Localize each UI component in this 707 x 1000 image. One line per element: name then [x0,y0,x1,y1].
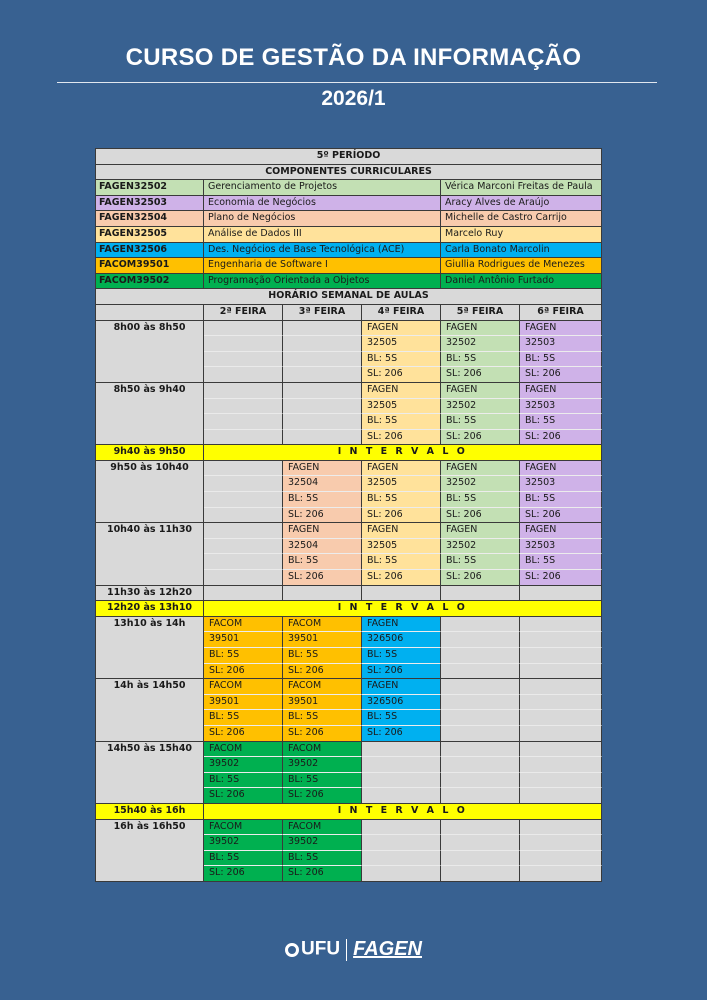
component-subject: Análise de Dados III [204,226,441,242]
empty-cell [520,632,602,648]
component-subject: Economia de Negócios [204,195,441,211]
component-subject: Plano de Negócios [204,211,441,227]
empty-cell [204,351,283,367]
class-cell-line: 39501 [283,694,362,710]
class-cell-line: FAGEN [362,320,441,336]
slot-time: 14h50 às 15h40 [96,741,204,803]
class-cell-line: SL: 206 [283,663,362,679]
day-header: 6ª FEIRA [520,304,602,320]
class-cell-line: 32502 [441,476,520,492]
time-column-header [96,304,204,320]
class-cell-line: SL: 206 [520,507,602,523]
class-cell-line: 32504 [283,538,362,554]
class-cell-line: BL: 5S [204,772,283,788]
interval-time: 12h20 às 13h10 [96,601,204,617]
day-header: 4ª FEIRA [362,304,441,320]
class-cell-line: SL: 206 [283,507,362,523]
slot-time: 14h às 14h50 [96,679,204,741]
component-subject: Programação Orientada a Objetos [204,273,441,289]
class-cell-line: 32503 [520,398,602,414]
components-header: COMPONENTES CURRICULARES [96,164,602,180]
class-cell-line: SL: 206 [362,725,441,741]
class-cell-line: SL: 206 [441,570,520,586]
class-cell-line: BL: 5S [283,772,362,788]
class-cell-line: 32505 [362,336,441,352]
component-code: FACOM39502 [96,273,204,289]
empty-cell [362,772,441,788]
interval-label: I N T E R V A L O [204,601,602,617]
component-row [96,258,602,274]
empty-cell [362,741,441,757]
empty-cell [283,351,362,367]
day-header: 3ª FEIRA [283,304,362,320]
component-row [96,180,602,196]
empty-cell [441,835,520,851]
class-cell-line: 32502 [441,336,520,352]
empty-cell [362,585,441,601]
component-professor: Marcelo Ruy [441,226,602,242]
empty-cell [362,850,441,866]
class-cell-line: BL: 5S [520,351,602,367]
class-cell-line: FACOM [204,741,283,757]
class-cell-line: FAGEN [362,523,441,539]
component-professor: Giullia Rodrigues de Menezes [441,258,602,274]
time-slot-row [96,320,602,336]
slot-time: 8h00 às 8h50 [96,320,204,382]
empty-cell [520,663,602,679]
interval-time: 9h40 às 9h50 [96,445,204,461]
time-slot-row [96,382,602,398]
class-cell-line: BL: 5S [283,710,362,726]
empty-cell [362,866,441,882]
empty-cell [283,398,362,414]
empty-cell [441,772,520,788]
empty-cell [362,819,441,835]
empty-cell [204,382,283,398]
class-cell-line: BL: 5S [283,648,362,664]
component-row [96,242,602,258]
class-cell-line: 32502 [441,538,520,554]
empty-cell [441,694,520,710]
component-code: FAGEN32505 [96,226,204,242]
class-cell-line: BL: 5S [362,492,441,508]
class-cell-line: BL: 5S [441,414,520,430]
schedule-table [95,148,602,882]
class-cell-line: SL: 206 [204,788,283,804]
class-cell-line: 39501 [204,694,283,710]
class-cell-line: SL: 206 [362,367,441,383]
empty-cell [204,507,283,523]
class-cell-line: 39501 [283,632,362,648]
empty-cell [204,367,283,383]
empty-cell [204,398,283,414]
class-cell-line: SL: 206 [362,507,441,523]
component-professor: Vérica Marconi Freitas de Paula [441,180,602,196]
empty-cell [441,741,520,757]
empty-cell [520,850,602,866]
time-slot-row [96,585,602,601]
empty-cell [204,476,283,492]
class-cell-line: 32505 [362,398,441,414]
empty-cell [441,585,520,601]
schedule-title-row [96,289,602,305]
class-cell-line: FAGEN [362,679,441,695]
class-cell-line: FAGEN [520,320,602,336]
class-cell-line: FAGEN [441,382,520,398]
empty-cell [520,648,602,664]
interval-time: 15h40 às 16h [96,803,204,819]
empty-cell [441,725,520,741]
slot-time: 10h40 às 11h30 [96,523,204,585]
class-cell-line: 32503 [520,336,602,352]
class-cell-line: FAGEN [283,460,362,476]
time-slot-row [96,819,602,835]
schedule-header: HORÁRIO SEMANAL DE AULAS [96,289,602,305]
class-cell-line: 32505 [362,538,441,554]
class-cell-line: FAGEN [520,523,602,539]
component-row [96,273,602,289]
component-professor: Carla Bonato Marcolin [441,242,602,258]
empty-cell [204,523,283,539]
time-slot-row [96,616,602,632]
class-cell-line: SL: 206 [283,725,362,741]
slot-time: 8h50 às 9h40 [96,382,204,444]
empty-cell [520,835,602,851]
class-cell-line: FACOM [204,616,283,632]
class-cell-line: SL: 206 [520,367,602,383]
empty-cell [441,632,520,648]
empty-cell [441,850,520,866]
empty-cell [204,414,283,430]
interval-label: I N T E R V A L O [204,803,602,819]
empty-cell [283,336,362,352]
class-cell-line: SL: 206 [283,866,362,882]
class-cell-line: SL: 206 [204,663,283,679]
empty-cell [441,679,520,695]
day-header: 5ª FEIRA [441,304,520,320]
component-subject: Des. Negócios de Base Tecnológica (ACE) [204,242,441,258]
class-cell-line: 32505 [362,476,441,492]
slot-time: 13h10 às 14h [96,616,204,678]
class-cell-line: FAGEN [520,382,602,398]
slot-time: 16h às 16h50 [96,819,204,881]
component-row [96,211,602,227]
empty-cell [204,460,283,476]
class-cell-line: SL: 206 [204,725,283,741]
empty-cell [520,757,602,773]
class-cell-line: SL: 206 [441,367,520,383]
class-cell-line: BL: 5S [520,414,602,430]
class-cell-line: 32504 [283,476,362,492]
ufu-logo-icon [285,943,299,957]
class-cell-line: 39502 [283,757,362,773]
class-cell-line: 32503 [520,476,602,492]
interval-row [96,445,602,461]
class-cell-line: SL: 206 [204,866,283,882]
interval-row [96,803,602,819]
class-cell-line: FACOM [283,819,362,835]
empty-cell [520,694,602,710]
empty-cell [204,429,283,445]
class-cell-line: SL: 206 [362,570,441,586]
empty-cell [283,320,362,336]
title-divider [57,82,657,83]
component-professor: Michelle de Castro Carrijo [441,211,602,227]
class-cell-line: BL: 5S [362,648,441,664]
empty-cell [441,757,520,773]
class-cell-line: FAGEN [362,460,441,476]
empty-cell [441,788,520,804]
class-cell-line: FACOM [204,819,283,835]
class-cell-line: BL: 5S [362,710,441,726]
empty-cell [362,835,441,851]
component-professor: Aracy Alves de Araújo [441,195,602,211]
class-cell-line: FAGEN [441,320,520,336]
class-cell-line: BL: 5S [520,492,602,508]
empty-cell [441,819,520,835]
class-cell-line: FAGEN [283,523,362,539]
time-slot-row [96,460,602,476]
class-cell-line: SL: 206 [520,570,602,586]
class-cell-line: BL: 5S [441,492,520,508]
empty-cell [362,788,441,804]
class-cell-line: FAGEN [362,382,441,398]
page-year: 2026/1 [321,87,386,110]
class-cell-line: BL: 5S [441,554,520,570]
component-professor: Daniel Antônio Furtado [441,273,602,289]
class-cell-line: BL: 5S [362,554,441,570]
slot-time: 9h50 às 10h40 [96,460,204,522]
class-cell-line: 39501 [204,632,283,648]
period-row [96,149,602,165]
time-slot-row [96,523,602,539]
class-cell-line: SL: 206 [283,570,362,586]
class-cell-line: 326506 [362,632,441,648]
component-subject: Engenharia de Software I [204,258,441,274]
class-cell-line: SL: 206 [441,507,520,523]
class-cell-line: BL: 5S [204,648,283,664]
class-cell-line: 39502 [204,835,283,851]
empty-cell [204,336,283,352]
class-cell-line: BL: 5S [204,850,283,866]
empty-cell [441,663,520,679]
brand-separator [346,939,347,961]
empty-cell [204,492,283,508]
class-cell-line: FAGEN [441,523,520,539]
class-cell-line: 32503 [520,538,602,554]
class-cell-line: SL: 206 [441,429,520,445]
class-cell-line: FACOM [283,741,362,757]
empty-cell [520,585,602,601]
class-cell-line: FAGEN [362,616,441,632]
component-code: FACOM39501 [96,258,204,274]
empty-cell [520,710,602,726]
brand-fagen: FAGEN [353,938,422,960]
empty-cell [283,414,362,430]
class-cell-line: BL: 5S [362,351,441,367]
class-cell-line: BL: 5S [520,554,602,570]
brand-ufu: UFU [301,938,341,960]
component-row [96,226,602,242]
class-cell-line: SL: 206 [283,788,362,804]
class-cell-line: FAGEN [520,460,602,476]
class-cell-line: FAGEN [441,460,520,476]
empty-cell [204,538,283,554]
class-cell-line: 39502 [204,757,283,773]
class-cell-line: 39502 [283,835,362,851]
class-cell-line: BL: 5S [283,492,362,508]
empty-cell [520,772,602,788]
empty-cell [283,585,362,601]
empty-cell [520,741,602,757]
time-slot-row [96,741,602,757]
empty-cell [283,367,362,383]
class-cell-line: 326506 [362,694,441,710]
empty-cell [204,585,283,601]
interval-row [96,601,602,617]
class-cell-line: FACOM [283,679,362,695]
page-title: CURSO DE GESTÃO DA INFORMAÇÃO [125,44,582,71]
class-cell-line: BL: 5S [441,351,520,367]
empty-cell [520,819,602,835]
class-cell-line: BL: 5S [283,554,362,570]
empty-cell [441,866,520,882]
slot-time: 11h30 às 12h20 [96,585,204,601]
class-cell-line: 32502 [441,398,520,414]
class-cell-line: FACOM [204,679,283,695]
empty-cell [283,429,362,445]
empty-cell [520,679,602,695]
empty-cell [441,710,520,726]
empty-cell [204,570,283,586]
component-subject: Gerenciamento de Projetos [204,180,441,196]
interval-label: I N T E R V A L O [204,445,602,461]
empty-cell [204,554,283,570]
component-code: FAGEN32504 [96,211,204,227]
class-cell-line: SL: 206 [362,663,441,679]
empty-cell [441,648,520,664]
components-title-row [96,164,602,180]
empty-cell [283,382,362,398]
component-code: FAGEN32502 [96,180,204,196]
class-cell-line: SL: 206 [362,429,441,445]
empty-cell [204,320,283,336]
class-cell-line: BL: 5S [283,850,362,866]
day-header: 2ª FEIRA [204,304,283,320]
footer-logo [0,938,707,961]
class-cell-line: BL: 5S [362,414,441,430]
component-row [96,195,602,211]
empty-cell [520,725,602,741]
empty-cell [441,616,520,632]
class-cell-line: BL: 5S [204,710,283,726]
class-cell-line: FACOM [283,616,362,632]
time-slot-row [96,679,602,695]
class-cell-line: SL: 206 [520,429,602,445]
empty-cell [520,866,602,882]
component-code: FAGEN32506 [96,242,204,258]
empty-cell [520,616,602,632]
empty-cell [520,788,602,804]
period-header: 5º PERÍODO [96,149,602,165]
empty-cell [362,757,441,773]
days-row [96,304,602,320]
component-code: FAGEN32503 [96,195,204,211]
